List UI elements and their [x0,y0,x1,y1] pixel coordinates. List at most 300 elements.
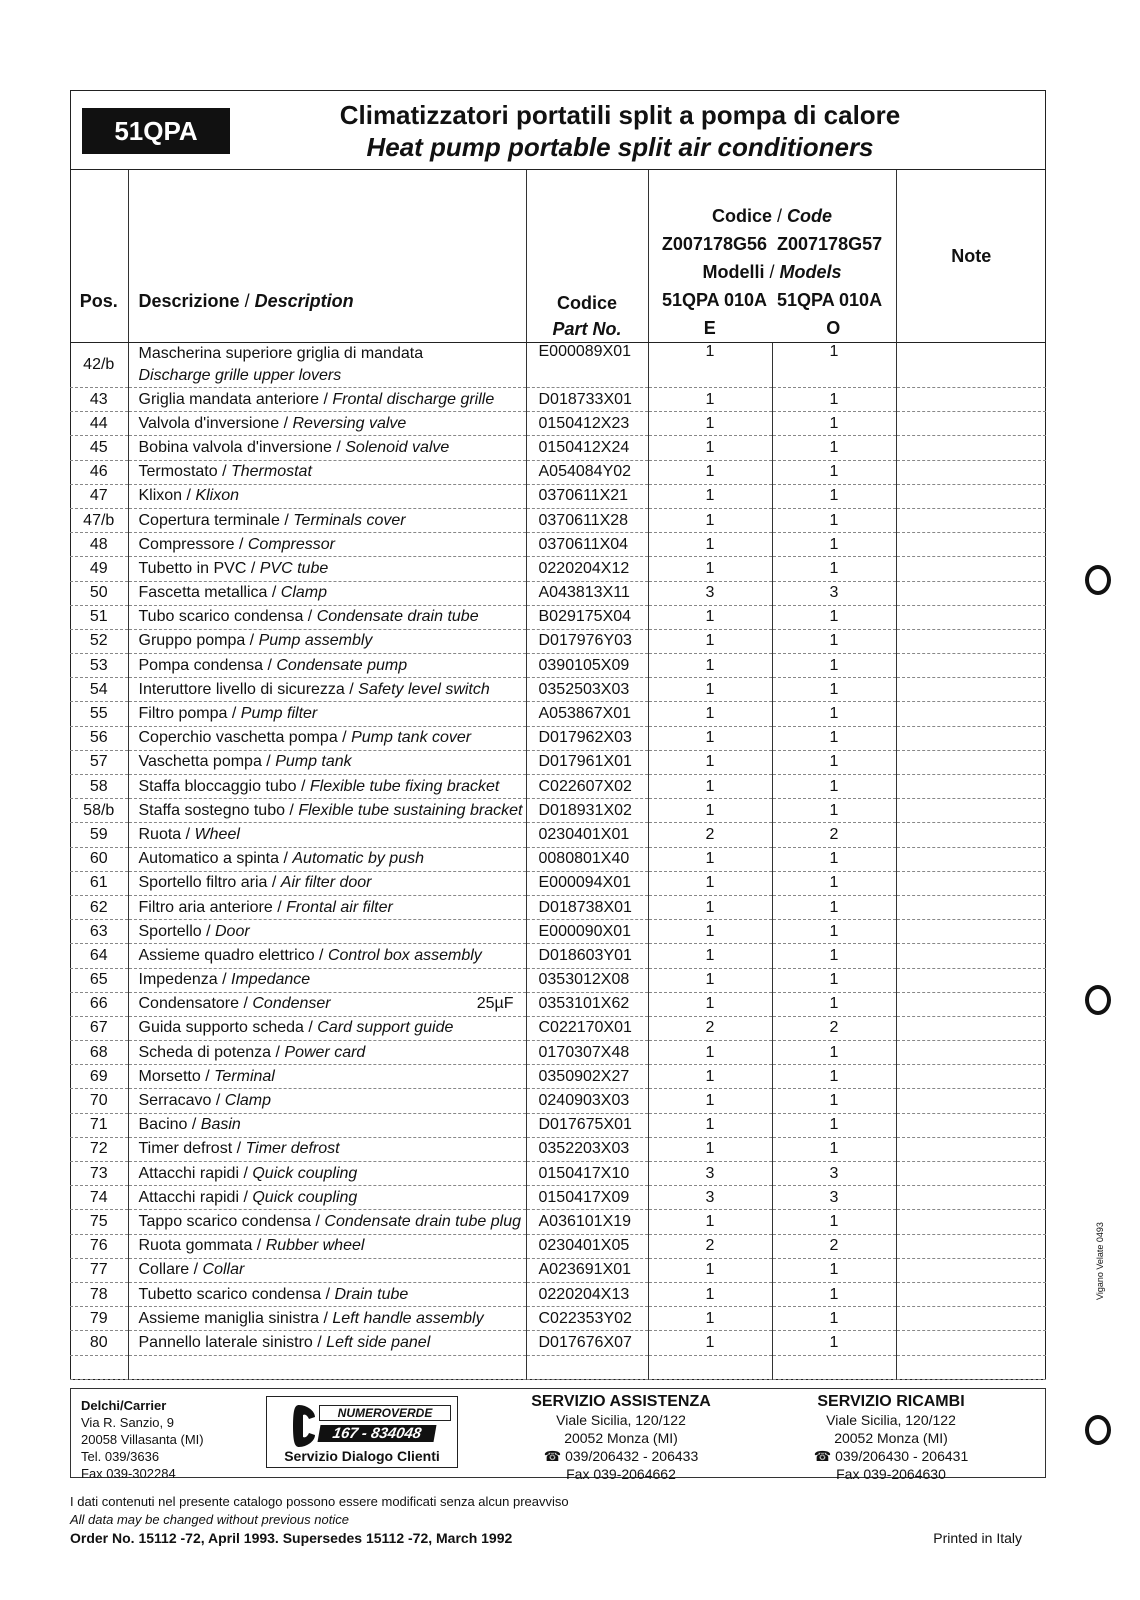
row-qty-model-o: 1 [772,484,896,508]
row-pos: 51 [70,605,128,629]
row-part-no: D017675X01 [526,1113,648,1137]
row-qty-model-o: 1 [772,508,896,532]
row-part-no: E000090X01 [526,920,648,944]
row-qty-model-e: 1 [648,1282,772,1306]
row-qty-model-o: 1 [772,412,896,436]
model-badge: 51QPA [82,108,230,154]
table-row [70,944,1046,968]
row-pos: 54 [70,678,128,702]
title-italian: Climatizzatori portatili split a pompa di calore [339,100,901,130]
variant-values [649,314,896,342]
row-desc-it: Gruppo pompa [138,632,246,650]
row-qty-model-e: 1 [648,799,772,823]
ricambi-city: 20052 Monza (MI) [834,1430,948,1446]
row-note [896,1065,1046,1089]
row-desc-en: Basin [200,1116,241,1134]
row-qty-model-e: 1 [648,508,772,532]
row-qty-model-o: 1 [772,1210,896,1234]
col-header-models [648,170,896,343]
row-pos: 79 [70,1307,128,1331]
table-row [70,1258,1046,1282]
row-desc-it: Staffa bloccaggio tubo [138,777,297,795]
row-qty-model-o: 1 [772,726,896,750]
row-desc-en: Clamp [224,1092,271,1110]
row-desc-it: Ruota [138,825,182,843]
assistenza-title: SERVIZIO ASSISTENZA [531,1393,711,1410]
table-row [70,654,1046,678]
row-pos: 60 [70,847,128,871]
row-description: Morsetto / Terminal [128,1065,526,1089]
row-pos: 45 [70,436,128,460]
disclaimer-italian: I dati contenuti nel presente catalogo possono essere modificati senza alcun preavviso [70,1494,569,1509]
row-qty-model-e: 1 [648,343,772,388]
row-qty-model-e: 3 [648,1186,772,1210]
row-desc-it: Copertura terminale [138,511,280,529]
table-header-row [70,170,1046,343]
row-desc-it: Ruota gommata [138,1237,253,1255]
row-note [896,871,1046,895]
row-description: Tubetto scarico condensa / Drain tube [128,1282,526,1306]
binder-hole-icon [1085,1415,1111,1445]
row-desc-it: Timer defrost [138,1140,233,1158]
row-part-no: D018603Y01 [526,944,648,968]
row-desc-it: Automatico a spinta [138,850,280,868]
row-part-no: 0350902X27 [526,1065,648,1089]
row-qty-model-e: 1 [648,436,772,460]
table-row [70,1162,1046,1186]
row-note [896,1331,1046,1355]
row-qty-model-e: 1 [648,1065,772,1089]
row-qty-model-e: 1 [648,1113,772,1137]
row-qty-model-e: 2 [648,823,772,847]
row-desc-en: Card support guide [317,1019,454,1037]
row-qty-model-e: 1 [648,412,772,436]
row-description: Gruppo pompa / Pump assembly [128,629,526,653]
table-row [70,920,1046,944]
row-desc-en: Timer defrost [245,1140,340,1158]
row-pos: 58 [70,775,128,799]
assistenza-address: Viale Sicilia, 120/122 [556,1412,686,1428]
row-desc-en: Automatic by push [292,850,424,868]
variant-a: E [703,318,716,338]
row-capacitance: 25µF [476,995,514,1013]
row-part-no: A053867X01 [526,702,648,726]
row-description: Assieme quadro elettrico / Control box assembly [128,944,526,968]
table-row [70,726,1046,750]
row-pos: 53 [70,654,128,678]
row-description: Guida supporto scheda / Card support guide [128,1016,526,1040]
row-desc-it: Valvola d'inversione [138,414,280,432]
table-row [70,1113,1046,1137]
row-note [896,678,1046,702]
row-pos: 67 [70,1016,128,1040]
row-pos: 43 [70,388,128,412]
row-desc-it: Filtro pompa [138,705,228,723]
row-qty-model-o: 1 [772,847,896,871]
assistenza-fax: Fax 039-2064662 [566,1466,676,1482]
row-note [896,847,1046,871]
assistenza-city: 20052 Monza (MI) [564,1430,678,1446]
row-pos: 70 [70,1089,128,1113]
row-qty-model-o: 3 [772,1186,896,1210]
row-qty-model-o: 1 [772,1089,896,1113]
row-description: Pompa condensa / Condensate pump [128,654,526,678]
row-description: Staffa bloccaggio tubo / Flexible tube fixing bracket [128,775,526,799]
row-description: Ruota gommata / Rubber wheel [128,1234,526,1258]
row-desc-en: Frontal air filter [286,898,393,916]
row-qty-model-e: 1 [648,533,772,557]
code-b: Z007178G57 [777,234,883,254]
row-qty-model-o: 2 [772,1234,896,1258]
table-row [70,1331,1046,1355]
row-desc-it: Termostato [138,463,218,481]
row-part-no: 0370611X21 [526,484,648,508]
table-row [70,1016,1046,1040]
row-part-no: C022170X01 [526,1016,648,1040]
row-desc-it: Attacchi rapidi [138,1188,239,1206]
row-desc-en: Compressor [247,535,336,553]
variant-b: O [826,318,841,338]
row-note [896,799,1046,823]
row-pos: 80 [70,1331,128,1355]
row-description: Vaschetta pompa / Pump tank [128,750,526,774]
row-qty-model-o: 1 [772,1258,896,1282]
row-desc-en: Thermostat [230,463,312,481]
row-note [896,581,1046,605]
row-qty-model-o: 1 [772,920,896,944]
row-desc-en: Power card [284,1043,366,1061]
row-pos: 72 [70,1137,128,1161]
row-desc-en: Quick coupling [252,1164,358,1182]
company-info [81,1397,204,1482]
row-desc-en: Control box assembly [327,946,482,964]
row-pos: 71 [70,1113,128,1137]
company-tel: Tel. 039/3636 [81,1449,160,1464]
parts-table [70,170,1046,1380]
row-description: Attacchi rapidi / Quick coupling [128,1186,526,1210]
ricambi-tel-line [751,1447,1031,1465]
ricambi-title: SERVIZIO RICAMBI [817,1393,965,1410]
row-qty-model-e: 1 [648,750,772,774]
row-qty-model-e: 1 [648,460,772,484]
code-a: Z007178G56 [661,234,767,254]
row-desc-en: Condensate drain tube [316,608,479,626]
row-description [128,343,526,388]
row-description: Attacchi rapidi / Quick coupling [128,1162,526,1186]
row-part-no: 0220204X12 [526,557,648,581]
row-part-no: A036101X19 [526,1210,648,1234]
row-note [896,654,1046,678]
contact-footer [70,1388,1046,1482]
row-desc-it: Griglia mandata anteriore [138,390,320,408]
row-part-no: E000094X01 [526,871,648,895]
row-qty-model-o: 1 [772,436,896,460]
table-row [70,678,1046,702]
row-part-no: D017961X01 [526,750,648,774]
row-pos: 48 [70,533,128,557]
row-desc-en: Door [215,922,250,940]
row-desc-it: Pannello laterale sinistro [138,1333,313,1351]
table-row [70,1089,1046,1113]
row-qty-model-o: 1 [772,944,896,968]
numeroverde-box [266,1396,458,1468]
row-description: Bacino / Basin [128,1113,526,1137]
row-desc-it: Pompa condensa [138,656,264,674]
row-note [896,412,1046,436]
row-qty-model-e: 1 [648,1041,772,1065]
blank-cell [896,1355,1046,1379]
row-part-no: E000089X01 [526,343,648,388]
code-values [649,230,896,258]
row-description: Filtro pompa / Pump filter [128,702,526,726]
code-title: Codice / Code [711,206,833,226]
row-pos: 46 [70,460,128,484]
row-part-no: 0150417X09 [526,1186,648,1210]
table-row [70,1065,1046,1089]
row-qty-model-e: 1 [648,1137,772,1161]
row-qty-model-o: 1 [772,1041,896,1065]
row-qty-model-e: 1 [648,775,772,799]
col-header-desc-en: Description [254,291,354,311]
row-note [896,508,1046,532]
row-desc-it: Tubetto in PVC [138,559,247,577]
row-note [896,944,1046,968]
blank-cell [128,1355,526,1379]
table-row [70,1234,1046,1258]
row-note [896,1089,1046,1113]
table-row [70,750,1046,774]
row-qty-model-o: 1 [772,799,896,823]
row-desc-en: Collar [202,1261,245,1279]
table-row [70,460,1046,484]
row-description: Serracavo / Clamp [128,1089,526,1113]
row-note [896,1307,1046,1331]
row-qty-model-e: 1 [648,1307,772,1331]
row-qty-model-o: 1 [772,678,896,702]
row-desc-it: Serracavo [138,1092,212,1110]
row-desc-it: Bacino [138,1116,188,1134]
row-desc-en: Flexible tube sustaining bracket [298,801,523,819]
row-part-no: D018733X01 [526,388,648,412]
binder-hole-icon [1085,565,1111,595]
row-pos: 50 [70,581,128,605]
row-pos: 47 [70,484,128,508]
blank-cell [648,1355,772,1379]
row-description: Sportello filtro aria / Air filter door [128,871,526,895]
table-row [70,605,1046,629]
row-note [896,775,1046,799]
row-description: Termostato / Thermostat [128,460,526,484]
table-row [70,557,1046,581]
row-part-no: C022607X02 [526,775,648,799]
row-qty-model-e: 1 [648,557,772,581]
table-row [70,847,1046,871]
binder-hole-icon [1085,985,1111,1015]
model-values [649,286,896,314]
row-note [896,388,1046,412]
row-desc-it: Staffa sostegno tubo [138,801,285,819]
numeroverde-sub: Servizio Dialogo Clienti [284,1448,440,1464]
row-qty-model-o: 1 [772,702,896,726]
row-note [896,823,1046,847]
table-row [70,533,1046,557]
row-desc-it: Compressore [138,535,235,553]
row-description: Compressore / Compressor [128,533,526,557]
table-row [70,508,1046,532]
col-header-pos: Pos. [70,170,128,343]
row-qty-model-e: 1 [648,968,772,992]
row-part-no: 0150417X10 [526,1162,648,1186]
row-desc-en: Discharge grille upper lovers [138,367,342,384]
table-row [70,484,1046,508]
row-part-no: 0352503X03 [526,678,648,702]
row-pos: 59 [70,823,128,847]
row-note [896,1016,1046,1040]
row-qty-model-o: 1 [772,992,896,1016]
ricambi-address: Viale Sicilia, 120/122 [826,1412,956,1428]
table-row [70,629,1046,653]
row-part-no: D017962X03 [526,726,648,750]
printed-in: Printed in Italy [933,1530,1022,1546]
row-part-no: 0230401X01 [526,823,648,847]
row-qty-model-e: 2 [648,1234,772,1258]
company-name: Delchi/Carrier [81,1398,167,1413]
disclaimer-english: All data may be changed without previous notice [70,1512,349,1527]
row-desc-it: Morsetto [138,1067,201,1085]
row-pos: 44 [70,412,128,436]
row-qty-model-o: 1 [772,750,896,774]
row-qty-model-o: 2 [772,1016,896,1040]
row-description: Tubetto in PVC / PVC tube [128,557,526,581]
row-qty-model-e: 1 [648,629,772,653]
blank-cell [70,1355,128,1379]
company-city: 20058 Villasanta (MI) [81,1432,204,1447]
row-qty-model-o: 1 [772,1113,896,1137]
row-note [896,1186,1046,1210]
row-qty-model-e: 1 [648,678,772,702]
row-desc-en: Rubber wheel [265,1237,365,1255]
row-part-no: A054084Y02 [526,460,648,484]
row-qty-model-e: 1 [648,1331,772,1355]
row-desc-en: Impedance [231,971,311,989]
table-blank-row [70,1355,1046,1379]
row-description: Interuttore livello di sicurezza / Safety level switch [128,678,526,702]
row-qty-model-e: 1 [648,702,772,726]
row-note [896,460,1046,484]
col-header-description: Descrizione / Description [128,170,526,343]
blank-cell [772,1355,896,1379]
table-row [70,581,1046,605]
row-desc-it: Assieme quadro elettrico [138,946,315,964]
ricambi-fax: Fax 039-2064630 [836,1466,946,1482]
row-pos: 63 [70,920,128,944]
row-desc-it: Tubetto scarico condensa [138,1285,322,1303]
ricambi-tel: 039/206430 - 206431 [835,1448,969,1464]
row-note [896,533,1046,557]
row-part-no: 0150412X24 [526,436,648,460]
row-note [896,726,1046,750]
table-row [70,871,1046,895]
row-desc-it: Fascetta metallica [138,584,268,602]
numeroverde-number: 167 - 834048 [318,1425,437,1442]
row-desc-en: Terminals cover [293,511,406,529]
table-row [70,702,1046,726]
row-desc-it: Tappo scarico condensa [138,1212,312,1230]
row-note [896,1210,1046,1234]
row-desc-it: Mascherina superiore griglia di mandata [138,345,424,362]
row-description: Condensatore / Condenser 25µF [128,992,526,1016]
row-desc-en: Flexible tube fixing bracket [309,777,500,795]
row-note [896,343,1046,388]
row-qty-model-o: 3 [772,581,896,605]
row-qty-model-o: 1 [772,654,896,678]
row-desc-it: Klixon [138,487,183,505]
row-pos: 65 [70,968,128,992]
row-pos: 56 [70,726,128,750]
row-description: Tappo scarico condensa / Condensate drain tube plug [128,1210,526,1234]
row-desc-it: Sportello filtro aria [138,874,268,892]
table-row [70,1137,1046,1161]
row-qty-model-o: 1 [772,1307,896,1331]
row-pos: 78 [70,1282,128,1306]
table-row [70,895,1046,919]
row-note [896,1137,1046,1161]
row-desc-en: Left side panel [326,1333,431,1351]
row-part-no: D017676X07 [526,1331,648,1355]
row-desc-it: Collare [138,1261,190,1279]
row-pos: 47/b [70,508,128,532]
row-pos: 61 [70,871,128,895]
row-description: Ruota / Wheel [128,823,526,847]
row-desc-it: Interuttore livello di sicurezza [138,680,345,698]
table-row [70,1307,1046,1331]
row-description: Klixon / Klixon [128,484,526,508]
servizio-ricambi [751,1393,1031,1483]
row-pos: 62 [70,895,128,919]
table-row [70,388,1046,412]
table-row [70,436,1046,460]
row-qty-model-e: 1 [648,895,772,919]
row-note [896,1282,1046,1306]
row-note [896,750,1046,774]
row-desc-en: PVC tube [259,559,329,577]
row-desc-en: Left handle assembly [332,1309,484,1327]
row-part-no: 0220204X13 [526,1282,648,1306]
row-qty-model-o: 2 [772,823,896,847]
col-header-desc-it: Descrizione [138,291,240,311]
row-desc-en: Condensate pump [276,656,408,674]
phone-icon: ☎ [543,1448,562,1464]
row-qty-model-e: 1 [648,1210,772,1234]
table-row [70,775,1046,799]
row-part-no: D017976Y03 [526,629,648,653]
row-pos: 58/b [70,799,128,823]
company-address: Via R. Sanzio, 9 [81,1415,174,1430]
row-part-no: 0370611X04 [526,533,648,557]
table-row [70,1041,1046,1065]
row-description: Sportello / Door [128,920,526,944]
assistenza-tel-line [481,1447,761,1465]
row-desc-en: Wheel [194,825,240,843]
numeroverde-label: NUMEROVERDE [319,1405,451,1421]
row-qty-model-e: 1 [648,605,772,629]
row-desc-it: Assieme maniglia sinistra [138,1309,320,1327]
row-part-no: A043813X11 [526,581,648,605]
row-desc-en: Quick coupling [252,1188,358,1206]
row-note [896,992,1046,1016]
row-note [896,920,1046,944]
phone-handset-svg [293,1403,319,1449]
